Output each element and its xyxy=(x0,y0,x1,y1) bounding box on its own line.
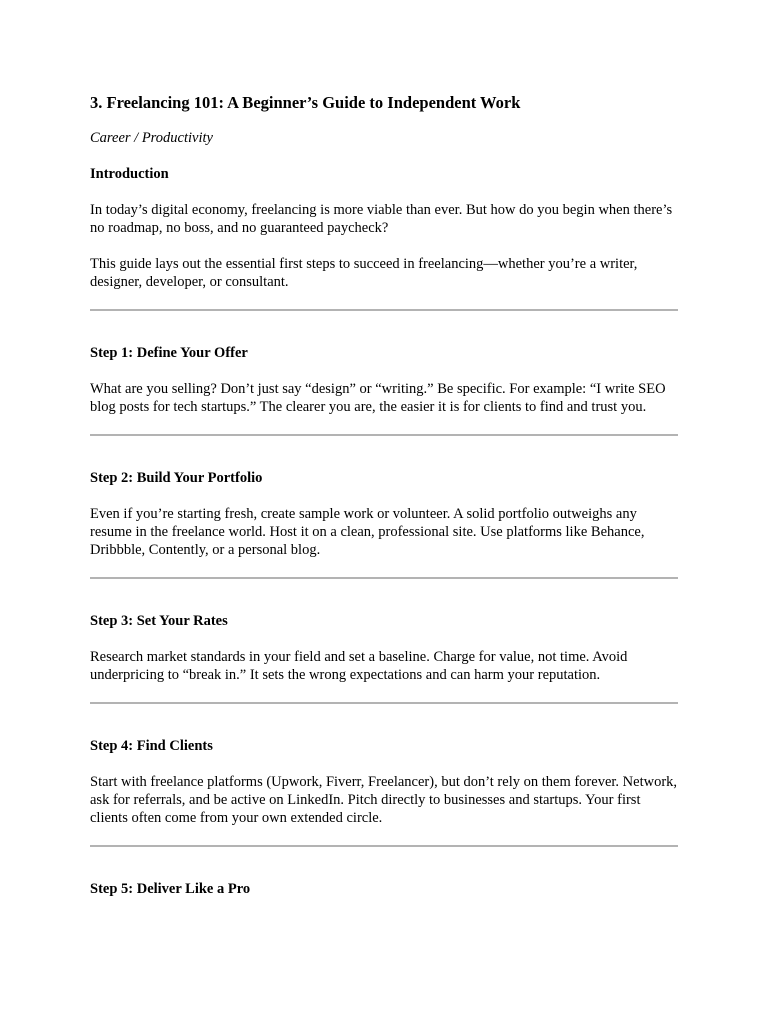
document-title: 3. Freelancing 101: A Beginner’s Guide to Independent Work xyxy=(90,93,521,112)
document-category: Career / Productivity xyxy=(90,130,213,146)
section-divider xyxy=(90,845,678,847)
step-1-body: What are you selling? Don’t just say “design” or “writing.” Be specific. For example: “I write SEO blog posts for tech startups.” The clearer you are, the easier it is for clients to find and trust you. xyxy=(90,381,666,415)
step-2-heading: Step 2: Build Your Portfolio xyxy=(90,470,263,486)
step-1-heading: Step 1: Define Your Offer xyxy=(90,345,248,361)
step-3-heading: Step 3: Set Your Rates xyxy=(90,613,228,629)
section-divider xyxy=(90,577,678,579)
step-4-heading: Step 4: Find Clients xyxy=(90,738,213,754)
intro-heading: Introduction xyxy=(90,166,169,182)
section-divider xyxy=(90,702,678,704)
step-4-body: Start with freelance platforms (Upwork, Fiverr, Freelancer), but don’t rely on them forever. Network, ask for referrals, and be active on LinkedIn. Pitch directly to businesses and startups. Your first clients often come from your own extended circle. xyxy=(90,774,678,826)
section-divider xyxy=(90,434,678,436)
section-divider xyxy=(90,309,678,311)
intro-paragraph-2: This guide lays out the essential first steps to succeed in freelancing—whether you’re a writer, designer, developer, or consultant. xyxy=(90,256,638,290)
step-2-body: Even if you’re starting fresh, create sample work or volunteer. A solid portfolio outweighs any resume in the freelance world. Host it on a clean, professional site. Use platforms like Behance, Dribbble, Contently, or a personal blog. xyxy=(90,506,645,558)
step-5-heading: Step 5: Deliver Like a Pro xyxy=(90,881,251,897)
step-3-body: Research market standards in your field and set a baseline. Charge for value, not time. Avoid underpricing to “break in.” It sets the wrong expectations and can harm your reputation. xyxy=(90,649,628,683)
intro-paragraph-1: In today’s digital economy, freelancing is more viable than ever. But how do you begin when there’s no roadmap, no boss, and no guaranteed paycheck? xyxy=(90,202,673,236)
